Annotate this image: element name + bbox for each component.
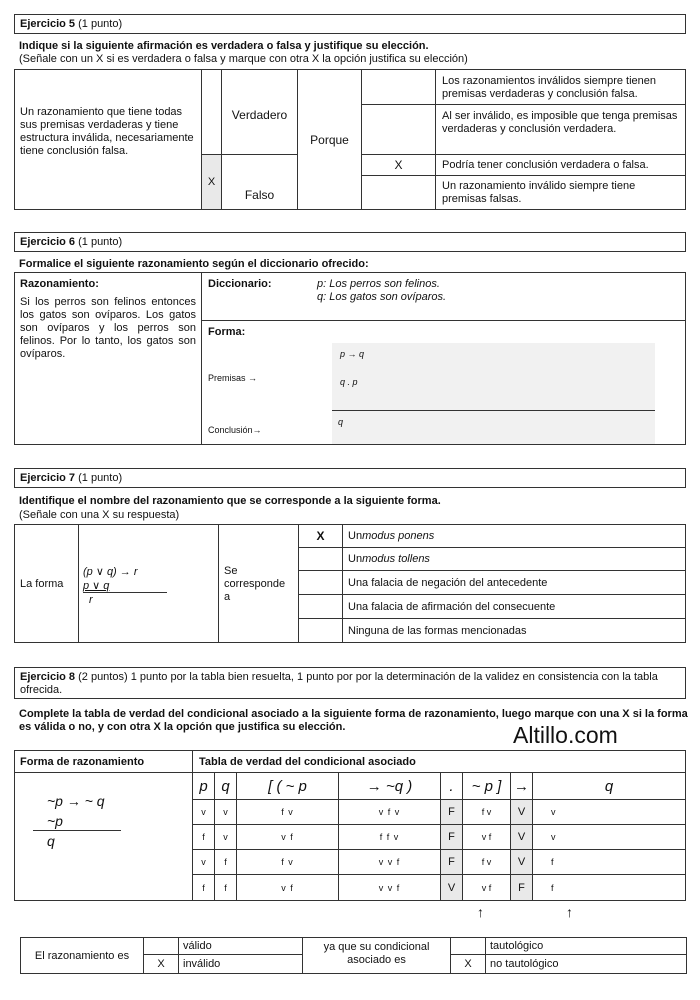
tt-cell: v f bbox=[463, 825, 511, 850]
tt-cell: f v bbox=[237, 800, 339, 825]
ej6-premise-1: p → q bbox=[340, 349, 365, 359]
ej6-form bbox=[202, 321, 685, 444]
ej7-instruction: Identifique el nombre del razonamiento que se corresponde a la siguiente forma. bbox=[19, 495, 441, 507]
ej7-opt-mark[interactable] bbox=[299, 548, 343, 571]
tt-cell: F bbox=[441, 850, 463, 875]
ej7-form-rule bbox=[83, 592, 167, 593]
ej7-header bbox=[14, 468, 686, 488]
ej7-corresponds: Se corresponde a bbox=[219, 525, 299, 642]
tt-cell: f v bbox=[237, 850, 339, 875]
tt-cell: f v bbox=[463, 850, 511, 875]
ej5-opt-mark[interactable] bbox=[362, 105, 436, 155]
ej5-false-label: Falso bbox=[222, 155, 298, 209]
ej5-title: Ejercicio 5 bbox=[20, 18, 76, 30]
ej7-opt-text: Un modus ponens bbox=[343, 525, 685, 548]
ej5-opt-text: Un razonamiento inválido siempre tiene premisas falsas. bbox=[442, 180, 636, 205]
ej8-watermark: Altillo.com bbox=[513, 722, 618, 748]
ej5-false-mark[interactable]: X bbox=[202, 155, 222, 209]
tt-cell: f bbox=[551, 882, 554, 893]
ej8-taut-label: tautológico bbox=[486, 938, 686, 955]
tt-head-cell: q bbox=[533, 773, 685, 800]
ej7-opt-text: Un modus tollens bbox=[343, 548, 685, 571]
ej5-instruction: Indique si la siguiente afirmación es verdadera o falsa y justifique su elección. bbox=[19, 40, 429, 52]
ej5-opt-text: Al ser inválido, es imposible que tenga premisas verdaderas y conclusión verdadera. bbox=[436, 105, 685, 155]
tt-head-cell: q bbox=[215, 773, 237, 800]
tt-head-cell: p bbox=[193, 773, 215, 800]
ej8-col1-header: Forma de razonamiento bbox=[15, 751, 193, 773]
tt-cell: v bbox=[215, 800, 237, 825]
ej5-table bbox=[14, 69, 686, 210]
ej7-form-cell bbox=[79, 525, 219, 642]
ej7-title: Ejercicio 7 bbox=[20, 472, 76, 484]
ej6-conclusion-label: Conclusión→ bbox=[208, 425, 262, 435]
ej8-arrow-mark: ↑ bbox=[566, 904, 573, 920]
ej5-statement: Un razonamiento que tiene todas sus premisas verdaderas y tiene estructura inválida, necesariamente tiene conclusión falsa. bbox=[15, 70, 202, 209]
ej8-form-rule bbox=[33, 830, 121, 831]
tt-cell: V bbox=[511, 800, 533, 825]
tt-cell: F bbox=[511, 875, 533, 900]
tt-cell: v bbox=[533, 800, 685, 825]
ej8-form-l1: ~p → ~ q bbox=[47, 793, 105, 809]
tt-cell: f bbox=[215, 850, 237, 875]
ej6-dict-q: q: Los gatos son ovíparos. bbox=[317, 291, 447, 303]
ej6-dict-label: Diccionario: bbox=[208, 278, 272, 290]
ej5-opt-mark[interactable] bbox=[362, 176, 436, 209]
tt-cell: f v bbox=[463, 800, 511, 825]
ej8-points: (2 puntos) 1 punto por la tabla bien resuelta, 1 punto por por la determinación de la validez en consistencia con la tabla ofrecida. bbox=[20, 671, 658, 696]
ej7-opt-text: Una falacia de negación del antecedente bbox=[343, 571, 685, 595]
ej8-no-taut-mark[interactable]: X bbox=[451, 955, 486, 973]
ej6-premises-label: Premisas → bbox=[208, 373, 258, 383]
ej7-form-line2: p ∨ q bbox=[83, 580, 110, 592]
ej6-conclusion: q bbox=[338, 417, 344, 427]
ej6-reasoning-text: Si los perros son felinos entonces los gatos son ovíparos. Los gatos son ovíparos y los perros son felinos. Por lo tanto, los gatos son ovíparos. bbox=[20, 296, 196, 360]
ej8-arrow-mark: ↑ bbox=[477, 904, 484, 920]
ej6-reasoning-label: Razonamiento: bbox=[20, 278, 99, 290]
tt-cell: V bbox=[511, 850, 533, 875]
ej7-opt-mark[interactable] bbox=[299, 595, 343, 619]
ej7-opt-mark[interactable] bbox=[299, 619, 343, 642]
ej7-opt-mark[interactable] bbox=[299, 571, 343, 595]
tt-cell: f f v bbox=[339, 825, 441, 850]
ej6-premise-2: q . p bbox=[340, 377, 358, 387]
ej8-form-l2: ~p bbox=[47, 813, 63, 829]
ej5-note: (Señale con un X si es verdadera o falsa y marque con otra X la opción justifica su elección) bbox=[19, 53, 468, 65]
ej7-note: (Señale con una X su respuesta) bbox=[19, 509, 180, 521]
ej6-title: Ejercicio 6 bbox=[20, 236, 76, 248]
tt-cell: v f bbox=[237, 825, 339, 850]
ej7-form-line1: (p ∨ q) → r bbox=[83, 566, 138, 578]
ej5-points: (1 punto) bbox=[78, 18, 123, 30]
tt-cell: v f v bbox=[339, 800, 441, 825]
tt-cell: V bbox=[511, 825, 533, 850]
ej8-result-table bbox=[20, 937, 687, 974]
ej8-result-label: El razonamiento es bbox=[21, 938, 144, 973]
ej7-form-line3: r bbox=[89, 594, 93, 606]
ej5-true-label: Verdadero bbox=[222, 70, 298, 155]
ej6-header bbox=[14, 232, 686, 252]
ej7-form-label: La forma bbox=[15, 525, 79, 642]
tt-cell: v f bbox=[237, 875, 339, 900]
ej8-instruction: Complete la tabla de verdad del condicional asociado a la siguiente forma de razonamiento, luego marque con una X si la forma es válida o no, y con otra X la opción que justifica su elección. bbox=[19, 708, 688, 733]
tt-head-cell: [ ( ~ p bbox=[237, 773, 339, 800]
ej7-points: (1 punto) bbox=[78, 472, 123, 484]
tt-cell: f bbox=[215, 875, 237, 900]
tt-cell: f bbox=[533, 850, 685, 875]
ej6-form-label: Forma: bbox=[208, 326, 246, 338]
ej5-header bbox=[14, 14, 686, 34]
tt-cell: f bbox=[193, 825, 215, 850]
ej8-form-cell bbox=[15, 773, 193, 900]
tt-cell: v bbox=[193, 850, 215, 875]
ej7-opt-text: Una falacia de afirmación del consecuente bbox=[343, 595, 685, 619]
tt-cell: V bbox=[441, 875, 463, 900]
tt-cell: f bbox=[193, 875, 215, 900]
ej6-instruction: Formalice el siguiente razonamiento según el diccionario ofrecido: bbox=[19, 258, 369, 270]
ej7-table bbox=[14, 524, 686, 643]
ej8-valid-mark[interactable] bbox=[144, 938, 179, 955]
truth-table bbox=[193, 773, 685, 900]
tt-cell: F bbox=[441, 825, 463, 850]
ej5-opt-mark[interactable] bbox=[362, 70, 436, 105]
ej5-opt-text: Podría tener conclusión verdadera o falsa. bbox=[436, 155, 685, 176]
tt-cell: v bbox=[193, 800, 215, 825]
ej7-opt-text: Ninguna de las formas mencionadas bbox=[348, 624, 527, 637]
tt-cell: v bbox=[215, 825, 237, 850]
tt-head-cell: → ~q ) bbox=[339, 773, 441, 800]
ej8-header bbox=[14, 667, 686, 699]
tt-cell: v bbox=[533, 825, 685, 850]
ej6-table bbox=[14, 272, 686, 445]
tt-cell: v f bbox=[463, 875, 511, 900]
ej5-true-mark[interactable] bbox=[202, 70, 222, 155]
ej8-title: Ejercicio 8 bbox=[20, 671, 76, 683]
ej8-valid-label: válido bbox=[179, 938, 303, 955]
ej6-dict-p: p: Los perros son felinos. bbox=[317, 278, 440, 290]
ej6-points: (1 punto) bbox=[78, 236, 123, 248]
ej6-reasoning-cell bbox=[15, 273, 202, 444]
tt-head-cell: ~ p ] bbox=[463, 773, 511, 800]
ej8-no-taut-label: no tautológico bbox=[490, 958, 559, 970]
ej6-dictionary bbox=[202, 273, 685, 321]
tt-head-cell: . bbox=[441, 773, 463, 800]
ej8-invalid-mark[interactable]: X bbox=[144, 955, 179, 973]
tt-cell: F bbox=[441, 800, 463, 825]
tt-cell: v v f bbox=[339, 875, 441, 900]
ej6-premises-box bbox=[332, 343, 655, 411]
ej8-invalid-label: inválido bbox=[179, 955, 303, 973]
ej6-conclusion-box bbox=[332, 411, 655, 444]
ej7-opt-mark[interactable]: X bbox=[299, 525, 343, 548]
ej7-options bbox=[299, 525, 685, 642]
ej8-taut-mark[interactable] bbox=[451, 938, 486, 955]
ej5-opt-text: Los razonamientos inválidos siempre tienen premisas verdaderas y conclusión falsa. bbox=[436, 70, 685, 105]
tt-cell: v v f bbox=[339, 850, 441, 875]
ej5-because: Porque bbox=[298, 70, 362, 209]
ej8-form-l3: q bbox=[47, 833, 55, 849]
tt-head-cell: → bbox=[511, 773, 533, 800]
ej8-because: ya que su condicional asociado es bbox=[303, 938, 451, 973]
ej8-col2-header: Tabla de verdad del condicional asociado bbox=[193, 751, 685, 773]
ej8-table bbox=[14, 750, 686, 901]
ej5-opt-mark[interactable]: X bbox=[362, 155, 436, 176]
